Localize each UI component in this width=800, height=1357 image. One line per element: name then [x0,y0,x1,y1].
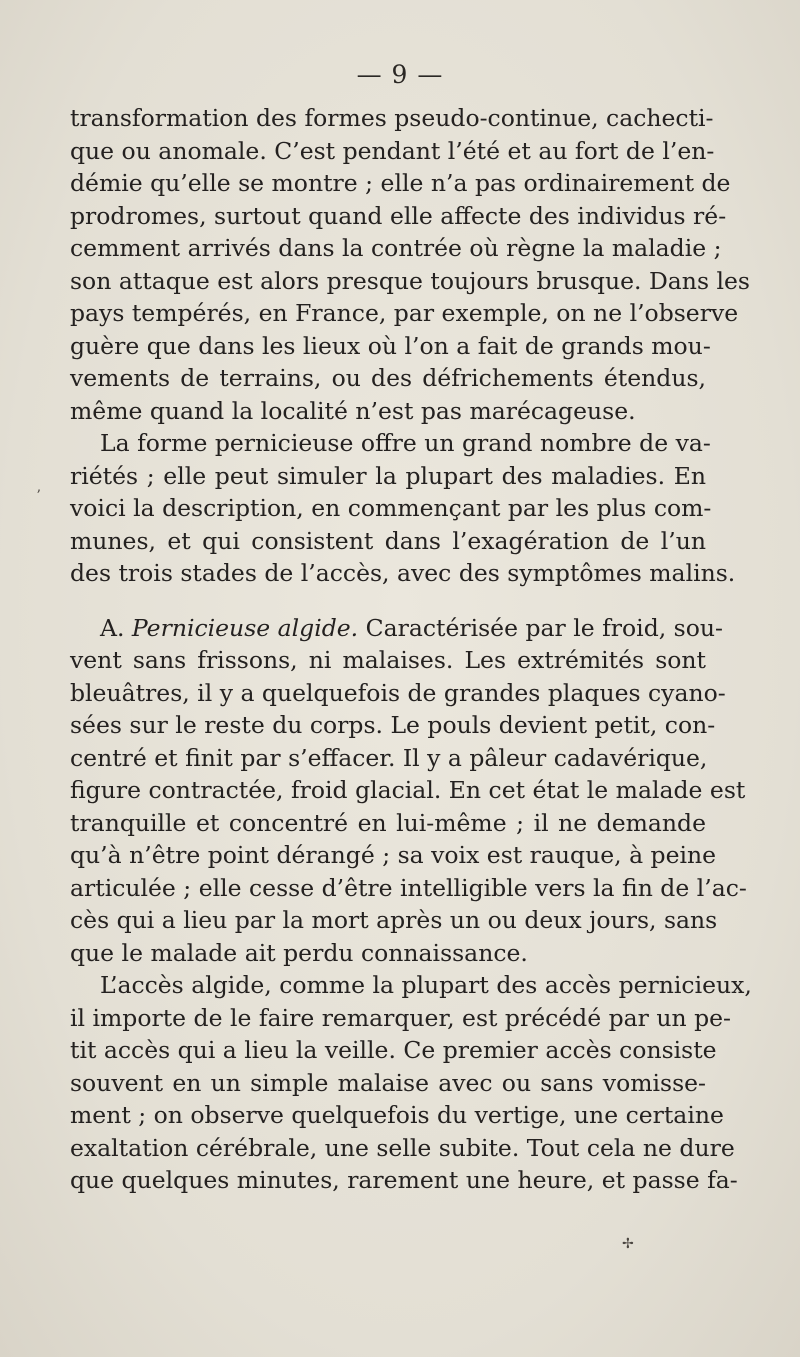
text-line: figure contractée, froid glacial. En cet état le malade est [70,776,746,804]
text-line: il importe de le faire remarquer, est précédé par un pe- [70,1003,731,1032]
text-line [70,612,723,645]
signature-mark: ✢ [622,1236,634,1252]
text-line: que ou anomale. C’est pendant l’été et au fort de l’en- [70,136,715,165]
text-line: que quelques minutes, rarement une heure, et passe fa- [70,1166,738,1194]
text-line: exaltation cérébrale, une selle subite. Tout cela ne dure [70,1133,735,1162]
text-line: voici la description, en commençant par les plus com- [70,494,712,522]
body-text [70,102,752,1197]
text-line: prodromes, surtout quand elle affecte des individus ré- [70,201,727,230]
text-line: ment ; on observe quelquefois du vertige, une certaine [70,1101,724,1129]
section-heading: Pernicieuse algide. [131,613,359,642]
text-line: vent sans frissons, ni malaises. Les extrémités sont [70,646,706,674]
text-line: vements de terrains, ou des défrichements étendus, [70,364,706,392]
text-line: La forme pernicieuse offre un grand nombre de va- [100,429,711,457]
text-line: centré et finit par s’effacer. Il y a pâleur cadavérique, [70,743,708,772]
text-line: articulée ; elle cesse d’être intelligible vers la fin de l’ac- [70,873,747,902]
text-line: démie qu’elle se montre ; elle n’a pas ordinairement de [70,169,731,197]
text-line: que le malade ait perdu connaissance. [70,938,528,967]
text-line: des trois stades de l’accès, avec des symptômes malins. [70,559,736,587]
text-line: qu’à n’être point dérangé ; sa voix est rauque, à peine [70,841,717,869]
text-line: munes, et qui consistent dans l’exagération de l’un [70,526,706,555]
page-number: — 9 — [356,60,444,89]
section-label: A. [100,613,132,642]
paragraph-2 [70,427,736,590]
text-line: sées sur le reste du corps. Le pouls devient petit, con- [70,711,716,739]
text-line: son attaque est alors presque toujours brusque. Dans les [70,266,750,295]
text-line: pays tempérés, en France, par exemple, on ne l’observe [70,299,739,327]
margin-mark: ʼ [36,488,41,504]
text-line: cès qui a lieu par la mort après un ou deux jours, sans [70,906,718,934]
text-line: cemment arrivés dans la contrée où règne la maladie ; [70,234,722,262]
text-line: tit accès qui a lieu la veille. Ce premier accès consiste [70,1036,717,1064]
text-line: bleuâtres, il y a quelquefois de grandes plaques cyano- [70,678,726,707]
paragraph-1 [70,102,750,427]
paragraph-4 [70,969,752,1197]
text-line: souvent en un simple malaise avec ou sans vomisse- [70,1068,706,1097]
text-line: transformation des formes pseudo-continue, cachecti- [70,104,714,132]
text-line: même quand la localité n’est pas marécageuse. [70,396,636,425]
text-line-rest: Caractérisée par le froid, sou- [358,613,723,642]
text-line: tranquille et concentré en lui-même ; il ne demande [70,808,706,837]
text-line: riétés ; elle peut simuler la plupart des maladies. En [70,461,706,490]
text-line: L’accès algide, comme la plupart des accès pernicieux, [100,971,752,999]
text-line: guère que dans les lieux où l’on a fait de grands mou- [70,331,711,360]
paragraph-3 [70,612,747,970]
